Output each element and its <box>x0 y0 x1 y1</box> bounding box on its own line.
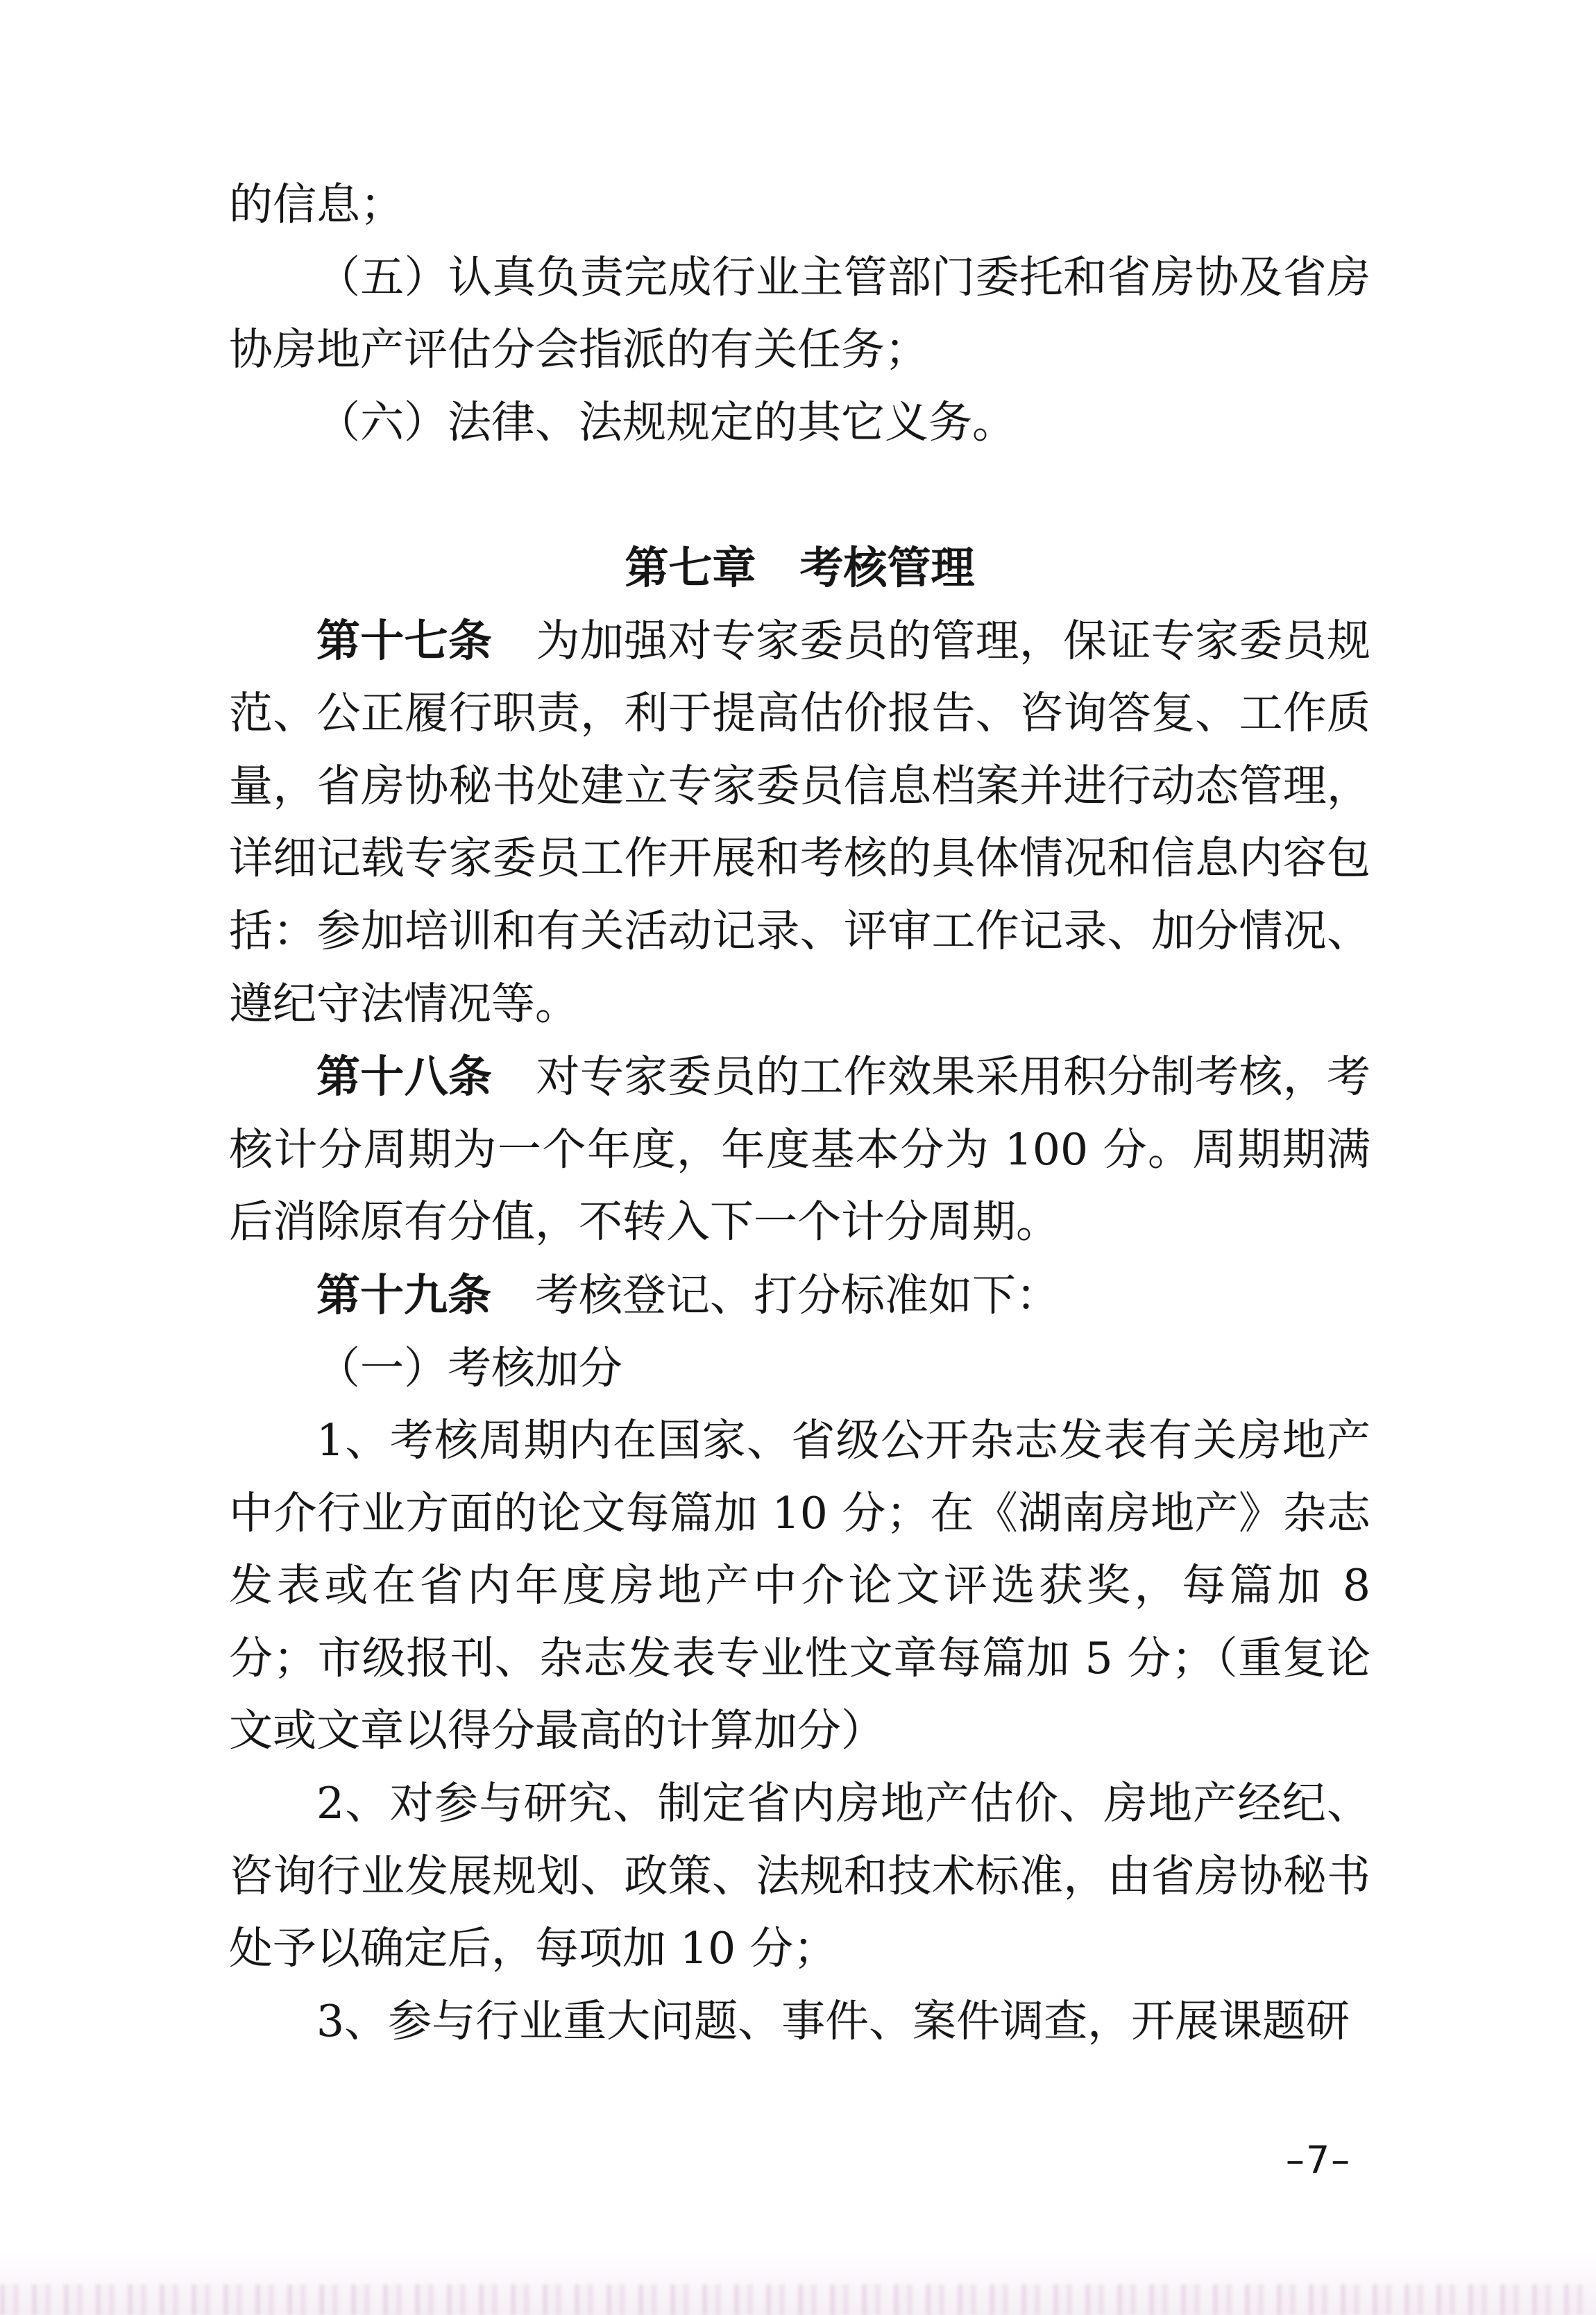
paragraph <box>229 1405 1370 1767</box>
text-run: 为加强对专家委员的管理，保证专家委员规范、公正履行职责，利于提高估价报告、咨询答复、工作质量，省房协秘书处建立专家委员信息档案并进行动态管理，详细记载专家委员工作开展和考核的具体情况和信息内容包括：参加培训和有关活动记录、评审工作记录、加分情况、遵纪守法情况等。 <box>229 615 1371 1029</box>
text-run: 第七章 考核管理 <box>625 541 975 593</box>
page-number: –7– <box>1285 2138 1352 2182</box>
paragraph <box>229 1259 1370 1332</box>
text-run: 的信息； <box>229 179 404 230</box>
paragraph <box>229 1332 1370 1405</box>
text-run: （六）法律、法规规定的其它义务。 <box>316 396 1016 448</box>
text-run: （五）认真负责完成行业主管部门委托和省房协及省房协房地产评估分会指派的有关任务； <box>229 251 1370 375</box>
paragraph-continuation <box>229 169 1370 241</box>
scan-artifact-soft-band <box>0 2253 1596 2315</box>
chapter-heading <box>229 532 1370 604</box>
text-run: 1、考核周期内在国家、省级公开杂志发表有关房地产中介行业方面的论文每篇加 10 分；在《湖南房地产》杂志发表或在省内年度房地产中介论文评选获奖，每篇加 8 分；市级报刊、杂志发表专业性文章每篇加 5 分；（重复论文或文章以得分最高的计算加分） <box>229 1415 1370 1756</box>
paragraph <box>229 1985 1370 2058</box>
text-run: 对专家委员的工作效果采用积分制考核，考核计分周期为一个年度，年度基本分为 100 分。周期期满后消除原有分值，不转入下一个计分周期。 <box>229 1051 1371 1248</box>
text-run: （一）考核加分 <box>316 1342 622 1393</box>
article-number: 第十九条 <box>316 1269 491 1321</box>
paragraph <box>229 1040 1370 1259</box>
scan-artifact-noise-band <box>0 2284 1596 2315</box>
text-run: 考核登记、打分标准如下： <box>491 1269 1060 1321</box>
paragraph <box>229 241 1370 387</box>
article-number: 第十八条 <box>316 1051 493 1103</box>
paragraph <box>229 604 1370 1041</box>
text-run: 2、对参与研究、制定省内房地产估价、房地产经纪、咨询行业发展规划、政策、法规和技术标准，由省房协秘书处予以确定后，每项加 10 分； <box>229 1778 1370 1974</box>
text-run: 3、参与行业重大问题、事件、案件调查，开展课题研 <box>316 1995 1350 2046</box>
paragraph <box>229 1767 1370 1985</box>
article-number: 第十七条 <box>316 614 493 666</box>
paragraph <box>229 387 1370 459</box>
document-body <box>229 169 1370 2058</box>
